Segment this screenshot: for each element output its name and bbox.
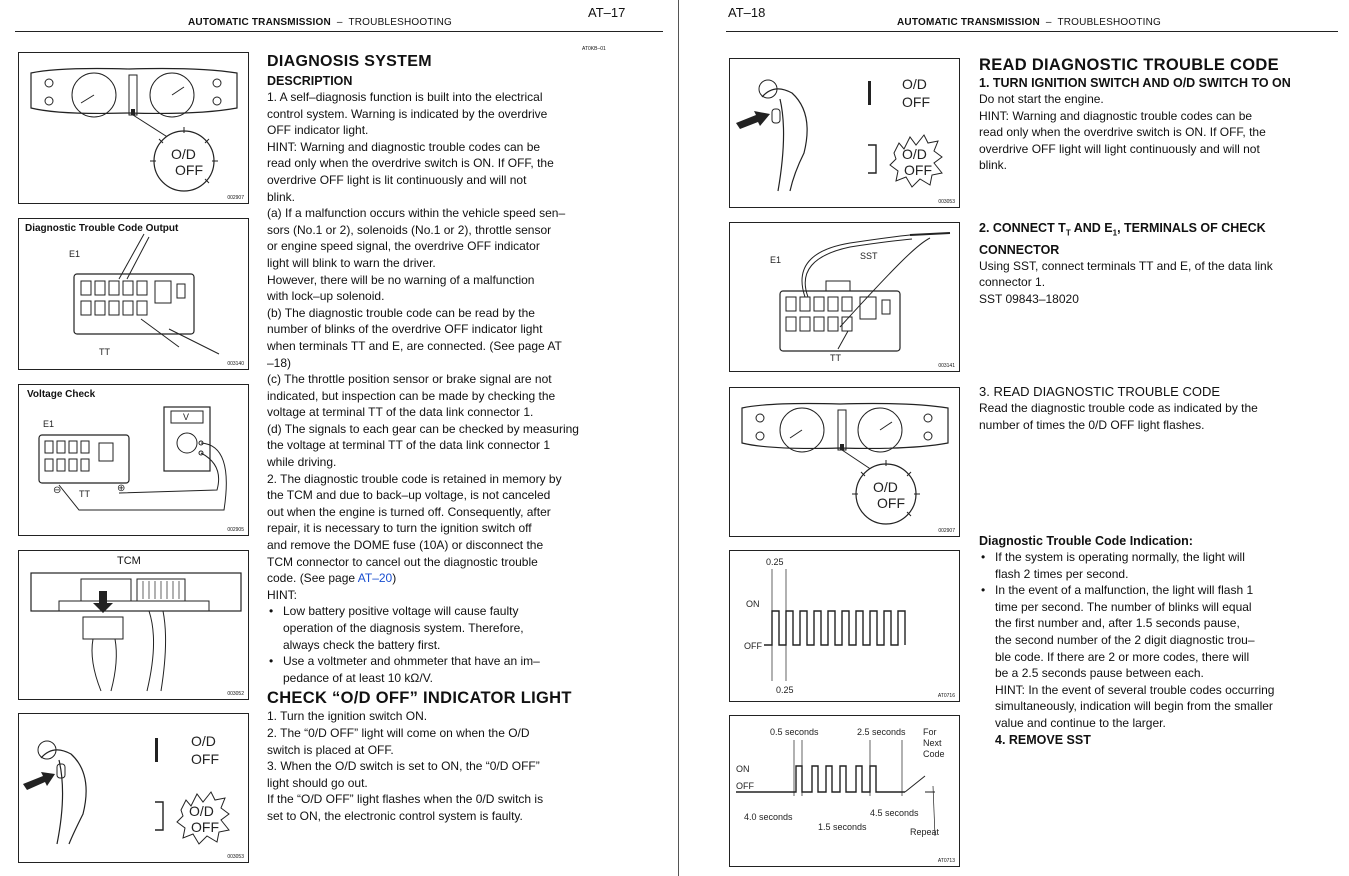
figure-normal-waveform — [729, 550, 960, 702]
right-text-step3 — [979, 384, 1319, 433]
fig7-tt: TT — [830, 353, 841, 363]
fig2-id: 003140 — [227, 361, 244, 367]
desc-line: –18) — [267, 355, 292, 370]
desc-line: repair, it is necessary to turn the ignition switch off — [267, 521, 532, 536]
figure-malfunction-waveform — [729, 715, 960, 867]
fig10-repeat: Repeat — [910, 827, 940, 837]
step4-title: 4. REMOVE SST — [995, 732, 1091, 747]
fig10-05-label: 0.5 seconds — [770, 727, 819, 737]
see-page-suffix: ) — [392, 571, 397, 586]
step3-line: Read the diagnostic trouble code as indicated by the — [979, 401, 1258, 415]
desc-line: However, there will be no warning of a malfunction — [267, 272, 535, 287]
fig10-on: ON — [736, 764, 750, 774]
dtc-bullet-line: time per second. The number of blinks will equal — [995, 599, 1252, 614]
fig3-caption: Voltage Check — [27, 389, 96, 400]
desc-line: OFF indicator light. — [267, 123, 369, 138]
right-text-dtc — [979, 533, 1319, 748]
desc-line: or engine speed signal, the overdrive OFF indicator — [267, 239, 540, 254]
step1-line: overdrive OFF light will light continuously and will not — [979, 141, 1260, 156]
fig10-code: Code — [923, 749, 945, 759]
dtc-bullet — [979, 549, 1319, 582]
dtc-bullet-line: simultaneously, indication will begin from the smaller — [995, 699, 1273, 714]
step2-title-d: CONNECTOR — [979, 242, 1060, 257]
check-line: light should go out. — [267, 775, 368, 790]
left-header-sep: – — [336, 17, 343, 28]
dtc-bullet-line: • In the event of a malfunction, the light will flash 1 — [995, 583, 1254, 598]
sst-connection-drawing — [730, 223, 959, 371]
fig3-plus: ⊕ — [117, 483, 126, 494]
fig9-bottom-label: 0.25 — [776, 685, 794, 695]
fig3-minus: ⊖ — [53, 485, 62, 496]
fig3-tt: TT — [79, 489, 90, 499]
tcm-drawing — [19, 551, 248, 699]
desc-line: control system. Warning is indicated by the overdrive — [267, 106, 548, 121]
figure-od-switch-right — [729, 58, 960, 208]
fig7-sst: SST — [860, 251, 878, 261]
check-line: switch is placed at OFF. — [267, 742, 394, 757]
fig4-id: 003052 — [227, 691, 244, 697]
fig5-od-top: O/D — [191, 733, 216, 749]
dtc-title: Diagnostic Trouble Code Indication: — [979, 534, 1193, 548]
fig5-off-top: OFF — [191, 751, 219, 767]
left-header-title: AUTOMATIC TRANSMISSION — [188, 17, 331, 28]
read-title: READ DIAGNOSTIC TROUBLE CODE — [979, 56, 1279, 74]
desc-line: out when the engine is turned off. Consequently, after — [267, 504, 551, 519]
fig2-tt: TT — [99, 347, 110, 357]
desc-line: TCM connector to cancel out the diagnostic trouble — [267, 554, 538, 569]
step1-line: HINT: Warning and diagnostic trouble codes can be — [979, 108, 1253, 123]
check-title: CHECK “O/D OFF” INDICATOR LIGHT — [267, 689, 572, 708]
fig3-id: 002905 — [227, 527, 244, 533]
left-header — [188, 17, 452, 28]
step2-line: SST 09843–18020 — [979, 291, 1079, 306]
dtc-bullet-line: flash 2 times per second. — [995, 566, 1129, 581]
step1-line: blink. — [979, 158, 1008, 173]
right-header-rule — [726, 31, 1338, 32]
fig4-caption: TCM — [117, 555, 141, 567]
fig7-e1: E1 — [770, 255, 782, 265]
od-switch-left-drawing — [19, 714, 248, 862]
desc-line: the voltage at terminal TT of the data link connector 1 — [267, 438, 551, 453]
fig8-off-label: OFF — [877, 495, 905, 511]
desc-line: number of blinks of the overdrive OFF indicator light — [267, 322, 543, 337]
hint-bullet-line: operation of the diagnosis system. Therefore, — [283, 621, 524, 635]
step2-line: connector 1. — [979, 275, 1046, 290]
diag-title: DIAGNOSIS SYSTEM — [267, 53, 432, 70]
fig8-od-label: O/D — [873, 479, 898, 495]
fig3-v: V — [183, 412, 190, 422]
fig5-id: 003053 — [227, 854, 244, 860]
right-text-step2 — [979, 220, 1319, 307]
desc-line: the TCM and due to back–up voltage, is not canceled — [267, 488, 551, 503]
desc-line: HINT: Warning and diagnostic trouble codes can be — [267, 139, 541, 154]
desc-line: sors (No.1 or 2), solenoids (No.1 or 2), throttle sensor — [267, 222, 552, 237]
figure-tcm — [18, 550, 249, 700]
check-line: 3. When the O/D switch is set to ON, the “0/D OFF” — [267, 759, 540, 774]
desc-line: (d) The signals to each gear can be checked by measuring — [267, 421, 579, 436]
desc-line: read only when the overdrive switch is ON. If OFF, the — [267, 156, 554, 171]
step1-line: Do not start the engine. — [979, 92, 1104, 106]
desc-line: with lock–up solenoid. — [267, 289, 385, 304]
dtc-bullet-line: HINT: In the event of several trouble codes occurring — [995, 682, 1275, 697]
check-line: 2. The “0/D OFF” light will come on when the O/D — [267, 725, 530, 740]
dtc-bullet — [979, 582, 1319, 731]
step1-line: read only when the overdrive switch is ON. If OFF, the — [979, 125, 1266, 140]
left-header-rule — [15, 31, 663, 32]
fig10-next: Next — [923, 738, 942, 748]
dtc-output-drawing — [19, 219, 248, 369]
step1-title: 1. TURN IGNITION SWITCH AND O/D SWITCH TO ON — [979, 76, 1291, 90]
step2-line: Using SST, connect terminals TT and E, of the data link — [979, 258, 1273, 273]
check-line: set to ON, the electronic control system is faulty. — [267, 808, 523, 823]
fig8-id: 002907 — [938, 528, 955, 534]
dtc-bullet-line: value and continue to the larger. — [995, 715, 1166, 730]
desc-line: (b) The diagnostic trouble code can be read by the — [267, 305, 535, 320]
figure-instrument-cluster — [18, 52, 249, 204]
step2-title — [979, 220, 1319, 242]
desc-lines — [267, 89, 607, 603]
fig3-e1: E1 — [43, 419, 55, 429]
step3-title: 3. READ DIAGNOSTIC TROUBLE CODE — [979, 384, 1221, 399]
step2-title-b: AND E — [1070, 221, 1113, 235]
step2-title-a: 2. CONNECT T — [979, 221, 1066, 235]
check-line: If the “O/D OFF” light flashes when the 0/D switch is — [267, 792, 544, 807]
desc-line: and remove the DOME fuse (10A) or disconnect the — [267, 538, 544, 553]
desc-line: blink. — [267, 189, 296, 204]
fig10-40-label: 4.0 seconds — [744, 812, 793, 822]
fig10-id: AT0713 — [937, 858, 955, 864]
right-text-column-top — [979, 55, 1319, 174]
fig9-on: ON — [746, 599, 760, 609]
fig2-e1: E1 — [69, 249, 81, 259]
left-doc-code: AT0KB–01 — [582, 46, 606, 52]
od-switch-right-drawing — [730, 59, 959, 207]
desc-line: when terminals TT and E, are connected. (See page AT — [267, 338, 562, 353]
dtc-bullet-line: • If the system is operating normally, the light will — [995, 550, 1245, 564]
desc-line: light will blink to warn the driver. — [267, 255, 436, 270]
right-header-sep: – — [1045, 17, 1052, 28]
see-page-link[interactable]: AT–20 — [357, 571, 393, 586]
fig1-id: 002907 — [227, 195, 244, 201]
figure-dtc-output — [18, 218, 249, 370]
instrument-cluster-drawing — [19, 53, 248, 203]
hint-bullet-line: • Low battery positive voltage will cause faulty — [283, 604, 519, 619]
right-header-title: AUTOMATIC TRANSMISSION — [897, 17, 1040, 28]
voltage-check-drawing — [19, 385, 248, 535]
fig10-for: For — [923, 727, 937, 737]
desc-line: voltage at terminal TT of the data link connector 1. — [267, 405, 534, 420]
hint-bullet-line: always check the battery first. — [283, 637, 441, 652]
fig7-id: 003141 — [938, 363, 955, 369]
dtc-bullet-line: the first number and, after 1.5 seconds pause, — [995, 616, 1240, 631]
step3-line: number of times the 0/D OFF light flashes. — [979, 417, 1205, 432]
left-header-section: TROUBLESHOOTING — [348, 17, 453, 28]
malfunction-waveform-drawing — [730, 716, 959, 866]
figure-sst-connection — [729, 222, 960, 372]
desc-line: overdrive OFF light is lit continuously and will not — [267, 172, 527, 187]
desc-line: indicated, but inspection can be made by checking the — [267, 388, 556, 403]
right-header — [897, 17, 1161, 28]
hint-label: HINT: — [267, 587, 297, 602]
fig6-off-bottom: OFF — [904, 162, 932, 178]
hint-bullet-line: pedance of at least 10 kΩ/V. — [283, 670, 433, 685]
fig10-25-label: 2.5 seconds — [857, 727, 906, 737]
dtc-bullet-line: be a 2.5 seconds pause between each. — [995, 666, 1204, 681]
desc-line: while driving. — [267, 455, 337, 470]
fig10-45-label: 4.5 seconds — [870, 808, 919, 818]
desc-line: (c) The throttle position sensor or brake signal are not — [267, 372, 552, 387]
fig9-top-label: 0.25 — [766, 557, 784, 567]
fig1-od-label: O/D — [171, 146, 196, 162]
fig6-od-top: O/D — [902, 76, 927, 92]
fig5-off-bottom: OFF — [191, 819, 219, 835]
page-divider — [678, 0, 679, 876]
figure-instrument-cluster-right — [729, 387, 960, 537]
fig9-off: OFF — [744, 641, 762, 651]
fig1-off-label: OFF — [175, 162, 203, 178]
left-text-column — [267, 52, 607, 825]
hint-bullet-line: • Use a voltmeter and ohmmeter that have an im– — [283, 654, 540, 669]
desc-line: 1. A self–diagnosis function is built into the electrical — [267, 90, 543, 104]
hint-bullet — [267, 653, 607, 686]
dtc-bullet-line: the second number of the 2 digit diagnostic trou– — [995, 632, 1255, 647]
fig10-off: OFF — [736, 781, 754, 791]
left-page-number: AT–17 — [588, 5, 626, 20]
figure-od-switch-left — [18, 713, 249, 863]
fig6-off-top: OFF — [902, 94, 930, 110]
fig6-od-bottom: O/D — [902, 146, 927, 162]
fig6-id: 003053 — [938, 199, 955, 205]
check-lines — [267, 708, 607, 824]
desc-title: DESCRIPTION — [267, 74, 353, 88]
step2-title-sub2: 1 — [1112, 228, 1118, 238]
step2-title-c: , TERMINALS OF CHECK — [1117, 221, 1266, 235]
fig5-od-bottom: O/D — [189, 803, 214, 819]
fig2-caption: Diagnostic Trouble Code Output — [25, 223, 179, 234]
dtc-bullet-line: ble code. If there are 2 or more codes, there will — [995, 649, 1250, 664]
right-header-section: TROUBLESHOOTING — [1057, 17, 1162, 28]
normal-waveform-drawing — [730, 551, 959, 701]
desc-line: 2. The diagnostic trouble code is retained in memory by — [267, 471, 562, 486]
see-page-line — [267, 570, 607, 587]
fig9-id: AT0716 — [937, 693, 955, 699]
right-page-number: AT–18 — [728, 5, 766, 20]
see-page-prefix: code. (See page — [267, 571, 358, 586]
instrument-cluster-right-drawing — [730, 388, 959, 536]
check-line: 1. Turn the ignition switch ON. — [267, 709, 428, 724]
fig10-15-label: 1.5 seconds — [818, 822, 867, 832]
hint-bullet — [267, 603, 607, 653]
figure-voltage-check — [18, 384, 249, 536]
desc-line: (a) If a malfunction occurs within the vehicle speed sen– — [267, 206, 566, 221]
step2-title-sub1: T — [1065, 228, 1071, 238]
